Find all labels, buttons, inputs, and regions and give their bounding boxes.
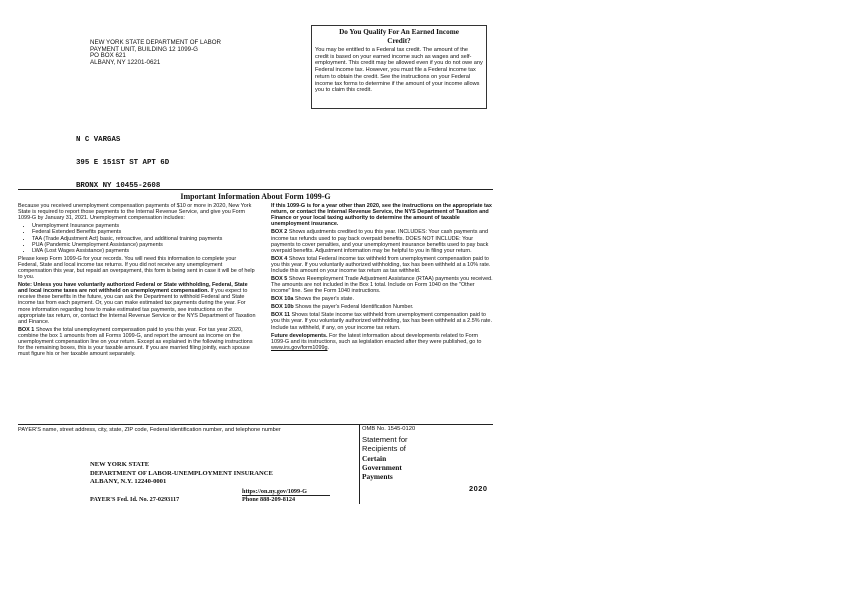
- gov-line: Payments: [362, 472, 393, 481]
- payer-url-link[interactable]: https://on.ny.gov/1099-G: [242, 488, 307, 495]
- box-label: BOX 1: [18, 326, 35, 333]
- box-text: Shows total State income tax withheld from unemployment compensation paid to you this year. If you voluntarily authorized withholding, tax has been withheld at a 2.5% rate. Include tax withheld, if any, on your income tax return.: [271, 312, 492, 331]
- future-end: .: [327, 344, 330, 351]
- gov-line: Government: [362, 463, 402, 472]
- box-label: BOX 4: [271, 255, 288, 262]
- box5-paragraph: [271, 276, 493, 294]
- box-text: Shows Reemployment Trade Adjustment Assistance (RTAA) payments you received. The amounts are not included in the Box 1 total. Include on Form 1040 on the "Other income" line. See the Form 1040 instructions.: [271, 276, 493, 295]
- statement-title: [362, 436, 408, 454]
- recipient-city: BRONX NY 10455-2608: [76, 181, 161, 190]
- tax-year: 2020: [469, 484, 488, 493]
- statement-line: Statement for: [362, 435, 408, 444]
- list-item: • TAA (Trade Adjustment Act) basic, retroactive, and additional training payments: [32, 236, 256, 242]
- list-item: • Unemployment Insurance payments: [32, 223, 256, 229]
- box10b-paragraph: [271, 304, 493, 310]
- box-label: BOX 5: [271, 276, 288, 283]
- payer-line: ALBANY, N.Y. 12240-0001: [90, 478, 167, 486]
- info-right-column: [271, 203, 493, 353]
- box2-paragraph: [271, 229, 493, 254]
- eic-title-line: Credit?: [387, 37, 411, 45]
- info-left-column: [18, 203, 256, 359]
- return-address-line: NEW YORK STATE DEPARTMENT OF LABOR: [90, 39, 221, 46]
- box-text: Shows the payer's state.: [293, 296, 354, 303]
- list-item: • LWA (Lost Wages Assistance) payments: [32, 248, 256, 254]
- future-paragraph: [271, 333, 493, 351]
- section-divider: [18, 189, 493, 190]
- payer-caption: PAYER'S name, street address, city, state, ZIP code, Federal identification number, and telephone number: [18, 427, 281, 433]
- list-item: • Federal Extended Benefits payments: [32, 229, 256, 235]
- future-text: For the latest information about developments related to Form 1099-G and its instructions, such as legislation enacted after they were published, go to: [271, 332, 482, 345]
- box-label: BOX 2: [271, 229, 288, 236]
- eic-body: You may be entitled to a Federal tax credit. The amount of the credit is based on your earned income such as wages and self-employment. This credit may be allowed even if you do not owe any Federal income tax. However, you must file a Federal income tax return to obtain the credit. See the instructions on your Federal income tax forms to determine if the amount of your income allows you to claim this credit.: [315, 47, 483, 94]
- box11-paragraph: [271, 312, 493, 330]
- other-year-paragraph: If this 1099-G is for a year other than 2020, see the instructions on the appropriate tax return, or contact the Internal Revenue Service, the NYS Department of Taxation and Finance or your local taxing authority to determine the amount of taxable unemployment insurance.: [271, 203, 492, 228]
- note-bold: Note: Unless you have voluntarily authorized Federal or State withholding, Federal, State and local income taxes are not withheld on unemployment compensation.: [18, 281, 248, 295]
- note-paragraph: [18, 282, 256, 325]
- future-label: Future developments.: [271, 332, 328, 339]
- irs-link[interactable]: www.irs.gov/form1099g: [271, 344, 328, 351]
- box-text: Shows the total unemployment compensation paid to you this year. For tax year 2020, combine the box 1 amounts from all Forms 1099-G, and report the amount as income on the unemployment compensation line on your return. Except as explained in the following instructions for the remaining boxes, this is your taxable amount. If you are married filing jointly, each spouse must figure his or her taxable amount separately.: [18, 326, 253, 358]
- form-vertical-rule: [359, 424, 360, 504]
- payer-federal-id: PAYER'S Fed. Id. No. 27-0293117: [90, 496, 180, 503]
- box10a-paragraph: [271, 296, 493, 302]
- box-label: BOX 10a: [271, 296, 294, 303]
- box-text: Shows adjustments credited to you this year. INCLUDES: Your cash payments and income tax refunds used to pay back overpaid benefits. DOES NOT INCLUDE: Your payments to cover penalties, and your unemployment insurance benefits used to pay back overpaid benefits. Adjustment information may be helpful to you in filing your return.: [271, 229, 489, 254]
- form-divider: [18, 424, 493, 425]
- return-address: [90, 40, 221, 66]
- omb-number: OMB No. 1545-0120: [362, 426, 416, 432]
- return-address-line: PAYMENT UNIT, BUILDING 12 1099-G: [90, 45, 198, 53]
- note-text: If you expect to receive these benefits in the future, you can ask the Department to withhold Federal and State income tax from each payment. Or, you can make estimated tax payments during the year. For more information regarding how to make estimated tax payments, see instructions on the appropriate tax return, or, contact the Internal Revenue Service or the NYS Department of Taxation and Finance.: [18, 288, 256, 325]
- recipient-name: N C VARGAS: [76, 136, 121, 145]
- statement-line: Recipients of: [362, 443, 406, 453]
- box-label: BOX 11: [271, 312, 291, 319]
- eic-title-line: Do You Qualify For An Earned Income: [339, 28, 459, 36]
- list-item: • PUA (Pandemic Unemployment Assistance) payments: [32, 242, 256, 248]
- payer-block: [90, 461, 273, 487]
- return-address-line: ALBANY, NY 12201-0621: [90, 58, 161, 66]
- gov-line: Certain: [362, 454, 387, 463]
- box-text: Shows total Federal income tax withheld from unemployment compensation paid to you this year. If you voluntarily authorized withholding, tax has been withheld at a 10% rate. Include this amount on your income tax return as tax withheld.: [271, 255, 491, 275]
- recipient-address: [76, 122, 169, 198]
- payer-phone: Phone 888-209-8124: [242, 496, 296, 503]
- recipient-street: 395 E 151ST ST APT 6D: [76, 158, 170, 167]
- keep-paragraph: Please keep Form 1099-G for your records. You will need this information to complete your Federal, State and local income tax returns. If you did not receive any unemployment compensation this year, but repaid an overpayment, this form is being sent in case it will be of help to you.: [18, 255, 255, 281]
- box-label: BOX 10b: [271, 304, 294, 311]
- return-address-line: PO BOX 621: [90, 52, 126, 60]
- government-payments-title: [362, 454, 402, 481]
- earned-income-credit-box: [311, 25, 487, 109]
- compensation-list: [18, 223, 256, 254]
- box-text: Shows the payer's Federal Identification Number.: [293, 304, 414, 311]
- box1-paragraph: [18, 327, 256, 358]
- box4-paragraph: [271, 256, 493, 274]
- intro-paragraph: Because you received unemployment compensation payments of $10 or more in 2020, New York State is required to report those payments to the Internal Revenue Service, and give you Form 1099-G by January 31, 2021. Unemployment compensation includes:: [18, 203, 252, 222]
- payer-line: DEPARTMENT OF LABOR-UNEMPLOYMENT INSURANCE: [90, 469, 273, 477]
- info-title: Important Information About Form 1099-G: [180, 192, 331, 201]
- payer-line: NEW YORK STATE: [90, 461, 150, 468]
- eic-title: [315, 28, 483, 46]
